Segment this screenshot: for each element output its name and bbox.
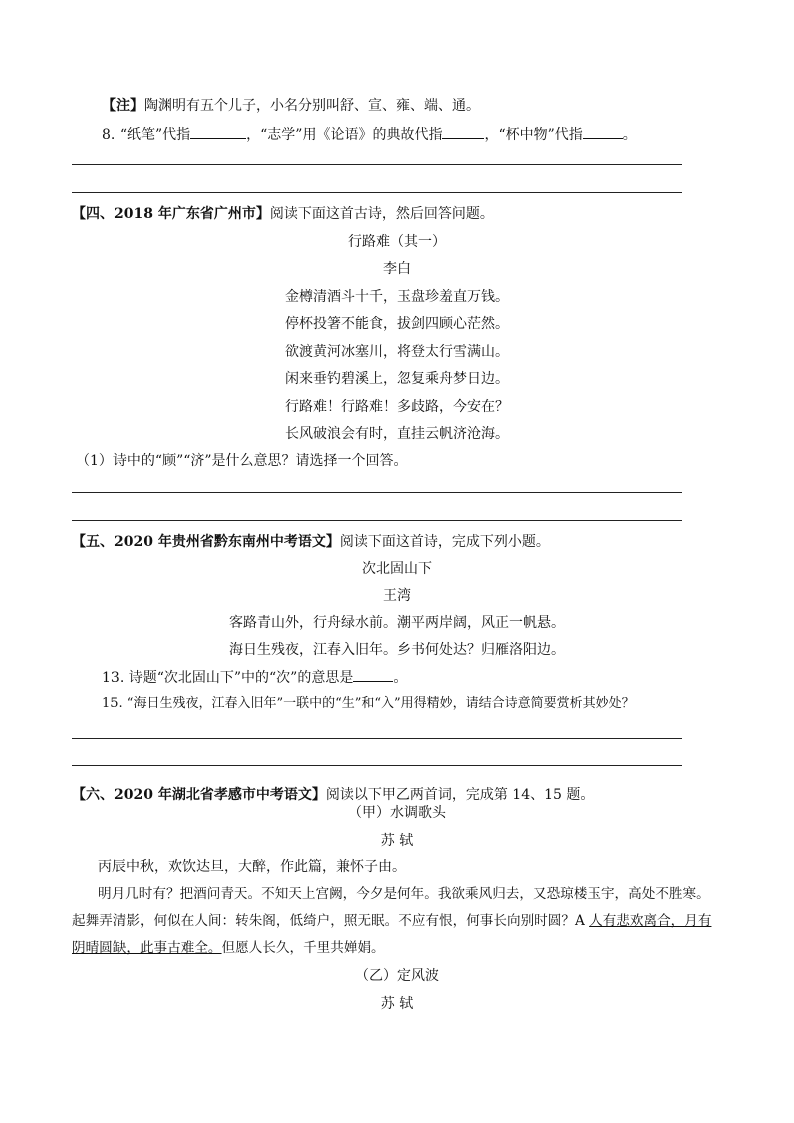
section-5-heading: 【五、2020 年贵州省黔东南州中考语文】	[72, 534, 340, 550]
underlined-text: 人有悲欢离合，月有	[589, 913, 712, 929]
poem-text: 起舞弄清影，何似在人间：转朱阁，低绮户，照无眠。不应有恨，何事长向别时圆？A	[72, 913, 590, 929]
poem-author: 李白	[383, 261, 411, 277]
note-text: 陶渊明有五个儿子，小名分别叫舒、宣、雍、端、通。	[144, 98, 480, 114]
poem-author: 苏 轼	[380, 833, 414, 849]
section-4-heading: 【四、2018 年广东省广州市】	[72, 206, 270, 222]
answer-line	[72, 520, 682, 521]
answer-line	[72, 164, 682, 165]
question-1: （1）诗中的“顾”“济”是什么意思？请选择一个回答。	[76, 453, 408, 469]
q8-number: 8.	[102, 127, 116, 143]
q13-blank[interactable]	[353, 667, 393, 682]
q8-text-1: “纸笔”代指	[119, 127, 191, 143]
q8-text-3: ，“杯中物”代指	[484, 127, 583, 143]
poem-title: 行路难（其一）	[348, 234, 446, 250]
question-15: 15. “海日生残夜，江春入旧年”一联中的“生”和“入”用得精妙，请结合诗意简要赏析其妙处？	[102, 696, 635, 711]
underlined-text: 阴晴圆缺，此事古难全。	[72, 940, 222, 956]
poem-author: 王湾	[383, 588, 411, 604]
poem-paragraph-line: 明月几时有？把酒问青天。不知天上宫阙，今夕是何年。我欲乘风归去，又恐琼楼玉宇，高处不胜寒。	[98, 886, 710, 902]
section-4-intro: 阅读下面这首古诗，然后回答问题。	[269, 206, 494, 222]
section-6-heading: 【六、2020 年湖北省孝感市中考语文】	[72, 787, 326, 803]
poem-line: 闲来垂钓碧溪上，忽复乘舟梦日边。	[285, 371, 509, 387]
poem-author: 苏 轼	[380, 996, 414, 1012]
poem-paragraph-line	[72, 911, 711, 931]
section-6-intro: 阅读以下甲乙两首词，完成第 14、15 题。	[325, 787, 595, 803]
section-4-header	[72, 204, 494, 224]
answer-line	[72, 738, 682, 739]
answer-line	[72, 492, 682, 493]
note-prefix: 【注】	[102, 98, 144, 114]
poem-title: （乙）定风波	[355, 968, 439, 984]
poem-line: 行路难！行路难！多歧路，今安在？	[285, 399, 509, 415]
note-line	[102, 96, 480, 116]
poem-line: 海日生残夜，江春入旧年。乡书何处达？归雁洛阳边。	[229, 642, 565, 658]
section-5-header	[72, 532, 550, 552]
poem-line: 客路青山外，行舟绿水前。潮平两岸阔，风正一帆悬。	[229, 615, 565, 631]
poem-title: （甲）水调歌头	[348, 805, 446, 821]
section-5-intro: 阅读下面这首诗，完成下列小题。	[339, 534, 550, 550]
poem-line: 金樽清酒斗十千，玉盘珍羞直万钱。	[285, 289, 509, 305]
q13-end: 。	[393, 670, 408, 686]
answer-line	[72, 765, 682, 766]
poem-title: 次北固山下	[362, 561, 432, 577]
poem-line: 停杯投箸不能食，拔剑四顾心茫然。	[285, 316, 509, 332]
poem-preface: 丙辰中秋，欢饮达旦，大醉，作此篇，兼怀子由。	[98, 859, 406, 875]
q13-text: 13. 诗题“次北固山下”中的“次”的意思是	[102, 670, 354, 686]
q8-text-4: 。	[622, 127, 637, 143]
question-13	[102, 667, 407, 688]
question-8	[102, 124, 637, 145]
q8-text-2: ，“志学”用《论语》的典故代指	[246, 127, 443, 143]
q8-blank-3[interactable]	[583, 124, 623, 139]
section-6-header	[72, 785, 594, 805]
poem-text: 但愿人长久，千里共婵娟。	[221, 940, 385, 956]
poem-line: 长风破浪会有时，直挂云帆济沧海。	[285, 426, 509, 442]
answer-line	[72, 192, 682, 193]
q8-blank-1[interactable]	[190, 124, 246, 139]
poem-paragraph-line	[72, 938, 385, 958]
poem-line: 欲渡黄河冰塞川，将登太行雪满山。	[285, 344, 509, 360]
q8-blank-2[interactable]	[442, 124, 484, 139]
